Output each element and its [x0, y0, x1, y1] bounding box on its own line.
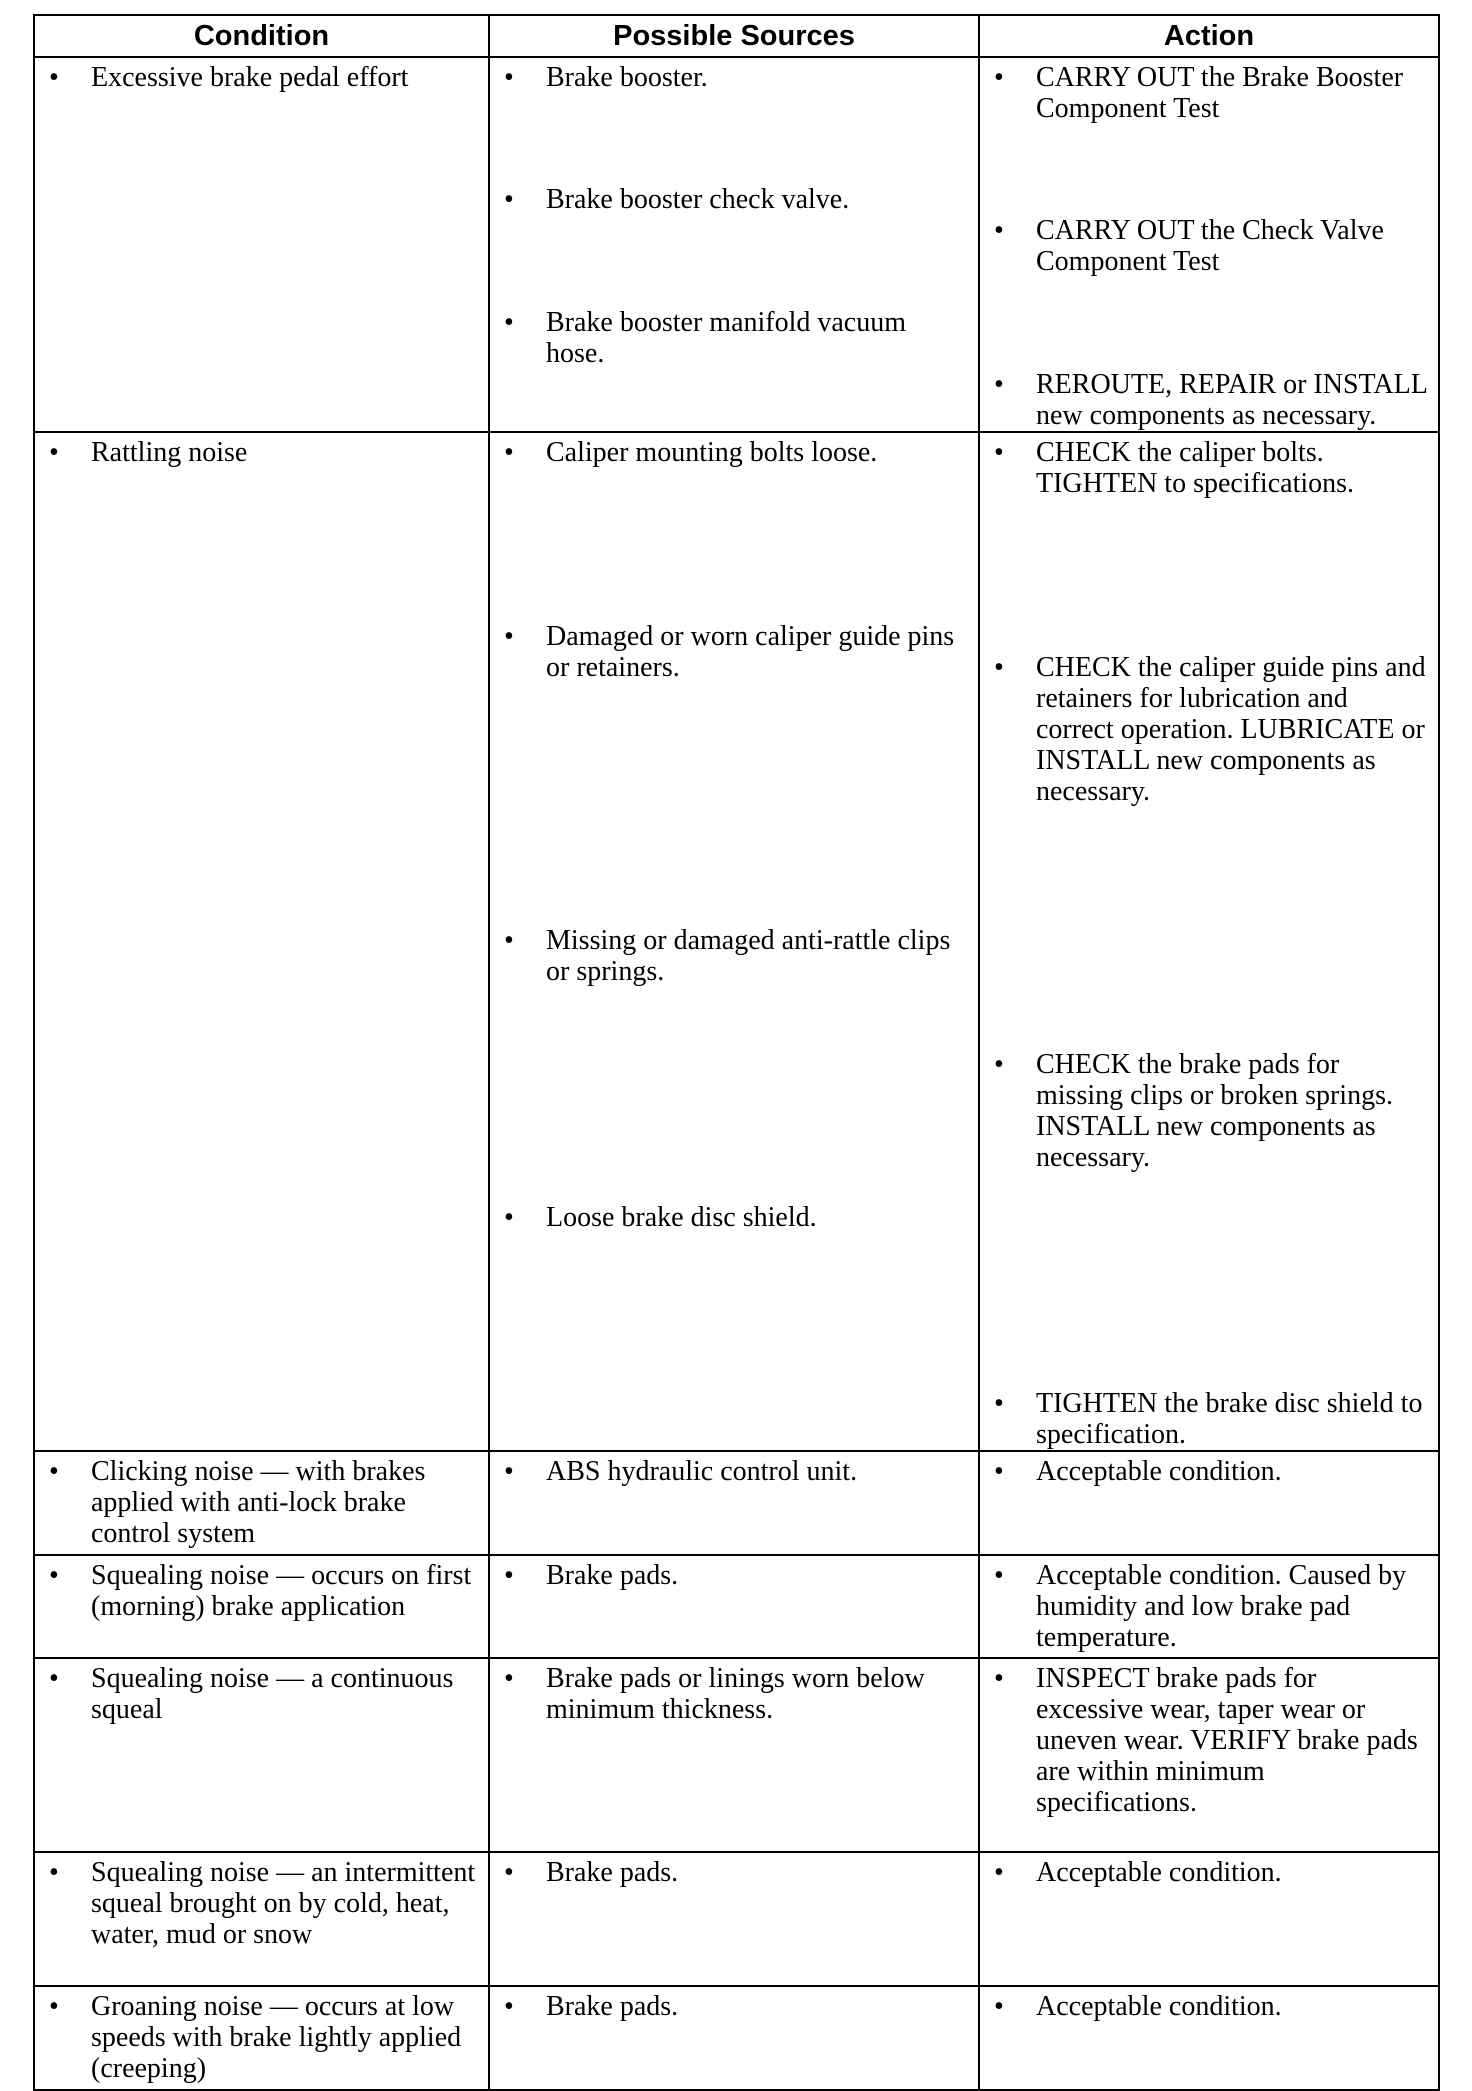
- bullet-marker: •: [994, 1560, 1004, 1591]
- bullet-marker: •: [994, 437, 1004, 468]
- source-entry-text: Missing or damaged anti-rattle clips or springs.: [546, 925, 951, 987]
- condition-entry-text: Rattling noise: [91, 437, 248, 468]
- action-entry-text: TIGHTEN the brake disc shield to specification.: [1036, 1388, 1423, 1450]
- source-entry: [490, 621, 978, 683]
- condition-entry-text: Excessive brake pedal effort: [91, 62, 409, 93]
- source-entry: [490, 307, 978, 369]
- action-entry-text: CHECK the brake pads for missing clips or broken springs. INSTALL new components as necessary.: [1036, 1049, 1393, 1173]
- source-entry-text: Brake pads.: [546, 1857, 679, 1888]
- table-row: [34, 1555, 1439, 1658]
- source-entry-text: Caliper mounting bolts loose.: [546, 437, 878, 468]
- bullet-marker: •: [994, 1456, 1004, 1487]
- action-cell: [979, 1852, 1439, 1986]
- bullet-marker: •: [49, 1456, 59, 1487]
- action-cell: [979, 1555, 1439, 1658]
- action-cell: [979, 1658, 1439, 1852]
- source-entry: [490, 1991, 978, 2022]
- source-entry-text: Brake pads.: [546, 1560, 679, 1591]
- action-entry: [980, 1388, 1438, 1450]
- action-entry-text: CHECK the caliper bolts. TIGHTEN to specifications.: [1036, 437, 1355, 499]
- condition-cell: [34, 1555, 489, 1658]
- table-row: [34, 57, 1439, 432]
- source-entry: [490, 437, 978, 468]
- source-entry: [490, 1857, 978, 1888]
- action-entry: [980, 215, 1438, 277]
- condition-entry: [35, 1560, 488, 1622]
- header-row: [34, 15, 1439, 57]
- bullet-marker: •: [504, 925, 514, 956]
- diagnosis-table: [33, 14, 1440, 2091]
- header-possible-sources: Possible Sources: [489, 15, 979, 57]
- sources-cell: [489, 1555, 979, 1658]
- bullet-marker: •: [504, 62, 514, 93]
- condition-entry-text: Clicking noise — with brakes applied with anti-lock brake control system: [91, 1456, 426, 1549]
- condition-entry: [35, 1991, 488, 2084]
- action-entry: [980, 437, 1438, 499]
- bullet-marker: •: [49, 1991, 59, 2022]
- sources-cell: [489, 1451, 979, 1555]
- condition-cell: [34, 432, 489, 1451]
- bullet-marker: •: [994, 369, 1004, 400]
- condition-entry: [35, 437, 488, 468]
- source-entry-text: Damaged or worn caliper guide pins or retainers.: [546, 621, 955, 683]
- bullet-marker: •: [504, 1663, 514, 1694]
- table-row: [34, 1451, 1439, 1555]
- source-entry: [490, 62, 978, 93]
- source-entry-text: ABS hydraulic control unit.: [546, 1456, 858, 1487]
- bullet-marker: •: [49, 437, 59, 468]
- action-entry-text: INSPECT brake pads for excessive wear, taper wear or uneven wear. VERIFY brake pads are within minimum specifications.: [1036, 1663, 1418, 1818]
- action-entry: [980, 1857, 1438, 1888]
- condition-cell: [34, 57, 489, 432]
- bullet-marker: •: [504, 437, 514, 468]
- action-entry-text: Acceptable condition.: [1036, 1991, 1282, 2022]
- table-row: [34, 1852, 1439, 1986]
- source-entry-text: Brake pads or linings worn below minimum thickness.: [546, 1663, 925, 1725]
- source-entry-text: Brake booster.: [546, 62, 708, 93]
- header-condition: Condition: [34, 15, 489, 57]
- bullet-marker: •: [49, 1857, 59, 1888]
- action-entry: [980, 1663, 1438, 1818]
- condition-entry: [35, 1663, 488, 1725]
- bullet-marker: •: [504, 184, 514, 215]
- condition-entry: [35, 1456, 488, 1549]
- source-entry: [490, 1456, 978, 1487]
- condition-entry: [35, 62, 488, 93]
- sources-cell: [489, 432, 979, 1451]
- condition-cell: [34, 1852, 489, 1986]
- action-entry-text: Acceptable condition.: [1036, 1857, 1282, 1888]
- bullet-marker: •: [504, 1560, 514, 1591]
- action-entry: [980, 1991, 1438, 2022]
- condition-cell: [34, 1986, 489, 2090]
- bullet-marker: •: [49, 1663, 59, 1694]
- action-entry-text: Acceptable condition.: [1036, 1456, 1282, 1487]
- source-entry-text: Loose brake disc shield.: [546, 1202, 817, 1233]
- action-entry: [980, 652, 1438, 807]
- bullet-marker: •: [994, 215, 1004, 246]
- bullet-marker: •: [994, 1991, 1004, 2022]
- source-entry-text: Brake booster check valve.: [546, 184, 850, 215]
- condition-cell: [34, 1658, 489, 1852]
- action-cell: [979, 1986, 1439, 2090]
- bullet-marker: •: [49, 1560, 59, 1591]
- condition-entry-text: Squealing noise — an intermittent squeal brought on by cold, heat, water, mud or snow: [91, 1857, 476, 1950]
- action-entry: [980, 369, 1438, 431]
- condition-cell: [34, 1451, 489, 1555]
- bullet-marker: •: [994, 1049, 1004, 1080]
- bullet-marker: •: [504, 1456, 514, 1487]
- action-entry: [980, 62, 1438, 124]
- bullet-marker: •: [504, 1991, 514, 2022]
- sources-cell: [489, 1986, 979, 2090]
- bullet-marker: •: [994, 1663, 1004, 1694]
- source-entry: [490, 1560, 978, 1591]
- bullet-marker: •: [504, 307, 514, 338]
- bullet-marker: •: [504, 1202, 514, 1233]
- action-entry-text: Acceptable condition. Caused by humidity and low brake pad temperature.: [1036, 1560, 1407, 1653]
- table-row: [34, 432, 1439, 1451]
- bullet-marker: •: [994, 652, 1004, 683]
- source-entry-text: Brake booster manifold vacuum hose.: [546, 307, 907, 369]
- table-row: [34, 1658, 1439, 1852]
- action-entry-text: CARRY OUT the Brake Booster Component Test: [1036, 62, 1404, 124]
- header-action: Action: [979, 15, 1439, 57]
- bullet-marker: •: [994, 1857, 1004, 1888]
- bullet-marker: •: [994, 1388, 1004, 1419]
- action-cell: [979, 1451, 1439, 1555]
- action-entry-text: REROUTE, REPAIR or INSTALL new components as necessary.: [1036, 369, 1427, 431]
- action-cell: [979, 57, 1439, 432]
- sources-cell: [489, 1852, 979, 1986]
- sources-cell: [489, 57, 979, 432]
- bullet-marker: •: [504, 1857, 514, 1888]
- bullet-marker: •: [994, 62, 1004, 93]
- condition-entry-text: Squealing noise — a continuous squeal: [91, 1663, 454, 1725]
- action-entry-text: CHECK the caliper guide pins and retainers for lubrication and correct operation. LUBRICATE or INSTALL new components as necessary.: [1036, 652, 1426, 807]
- action-cell: [979, 432, 1439, 1451]
- source-entry-text: Brake pads.: [546, 1991, 679, 2022]
- action-entry-text: CARRY OUT the Check Valve Component Test: [1036, 215, 1384, 277]
- source-entry: [490, 1663, 978, 1725]
- source-entry: [490, 1202, 978, 1233]
- action-entry: [980, 1049, 1438, 1173]
- action-entry: [980, 1560, 1438, 1653]
- condition-entry-text: Squealing noise — occurs on first (morning) brake application: [91, 1560, 472, 1622]
- bullet-marker: •: [504, 621, 514, 652]
- condition-entry: [35, 1857, 488, 1950]
- table-row: [34, 1986, 1439, 2090]
- source-entry: [490, 184, 978, 215]
- bullet-marker: •: [49, 62, 59, 93]
- action-entry: [980, 1456, 1438, 1487]
- source-entry: [490, 925, 978, 987]
- condition-entry-text: Groaning noise — occurs at low speeds with brake lightly applied (creeping): [91, 1991, 462, 2084]
- sources-cell: [489, 1658, 979, 1852]
